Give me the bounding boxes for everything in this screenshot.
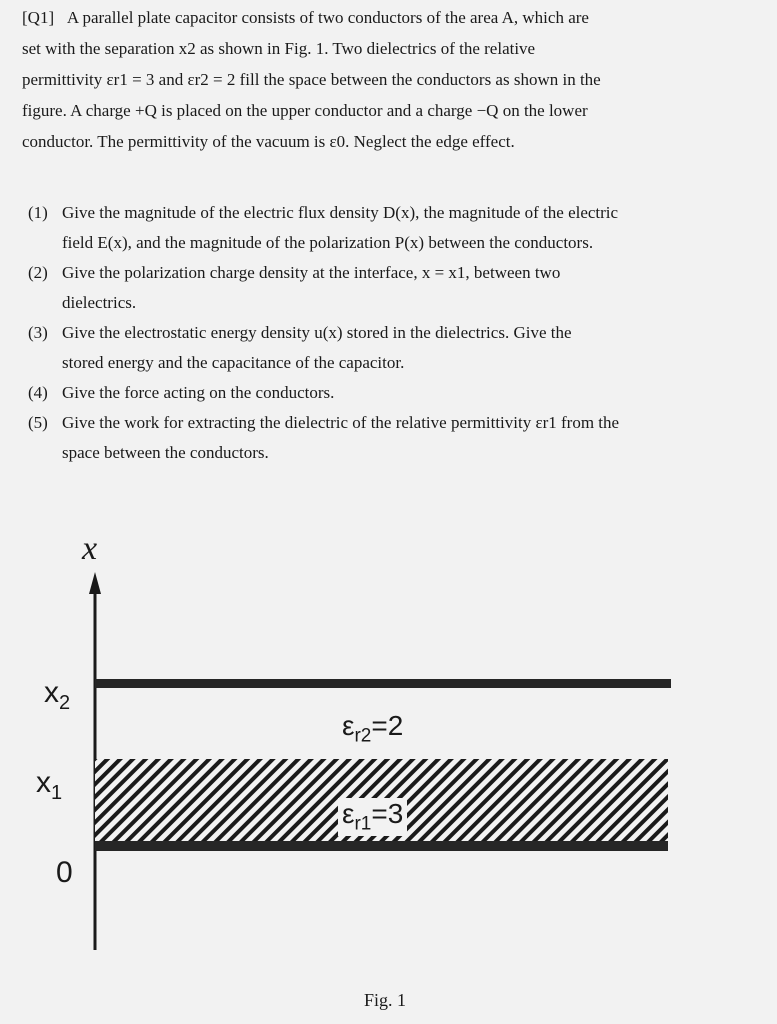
tick-label-x1: $x_1$ <box>36 766 63 804</box>
tick-label-zero: 0 <box>56 856 73 889</box>
lower-conductor-plate <box>95 841 668 851</box>
question-list <box>28 198 750 468</box>
question-number: (4) <box>28 383 48 402</box>
question-item: (1) Give the magnitude of the electric flux density D(x), the magnitude of the electric field E(x), and the magnitude of the polarization P(x) between the conductors. <box>28 198 750 258</box>
x-axis-label: x <box>82 530 98 567</box>
statement-line-3: permittivity εr1 = 3 and εr2 = 2 fill the space between the conductors as shown in the <box>22 70 601 89</box>
statement-line-1: [Q1] A parallel plate capacitor consists of two conductors of the area A, which are <box>22 8 589 27</box>
tick-label-x2: $x_2$ <box>44 676 71 714</box>
capacitor-figure <box>0 520 777 1020</box>
capacitor-diagram <box>0 520 777 1020</box>
question-item: (5) Give the work for extracting the dielectric of the relative permittivity εr1 from the space between the conductors. <box>28 408 750 468</box>
epsilon-r1-label: $\varepsilon_{r1}=3$ <box>338 798 407 836</box>
question-number: (2) <box>28 263 48 282</box>
question-item: (2) Give the polarization charge density at the interface, x = x1, between two dielectrics. <box>28 258 750 318</box>
question-label: [Q1] <box>22 8 55 27</box>
problem-statement <box>22 2 752 157</box>
question-item: (3) Give the electrostatic energy density u(x) stored in the dielectrics. Give the stored energy and the capacitance of the capacitor. <box>28 318 750 378</box>
arrowhead-icon <box>89 572 101 594</box>
question-number: (3) <box>28 323 48 342</box>
upper-conductor-plate <box>95 679 671 688</box>
statement-line-5: conductor. The permittivity of the vacuum is ε0. Neglect the edge effect. <box>22 132 515 151</box>
statement-line-2: set with the separation x2 as shown in Fig. 1. Two dielectrics of the relative <box>22 39 536 58</box>
question-number: (5) <box>28 413 48 432</box>
epsilon-r2-label: $\varepsilon_{r2}=2$ <box>342 710 404 747</box>
figure-caption: Fig. 1 <box>364 990 407 1010</box>
question-number: (1) <box>28 203 48 222</box>
statement-line-4: figure. A charge +Q is placed on the upper conductor and a charge −Q on the lower <box>22 101 588 120</box>
question-item: (4) Give the force acting on the conductors. <box>28 378 750 408</box>
